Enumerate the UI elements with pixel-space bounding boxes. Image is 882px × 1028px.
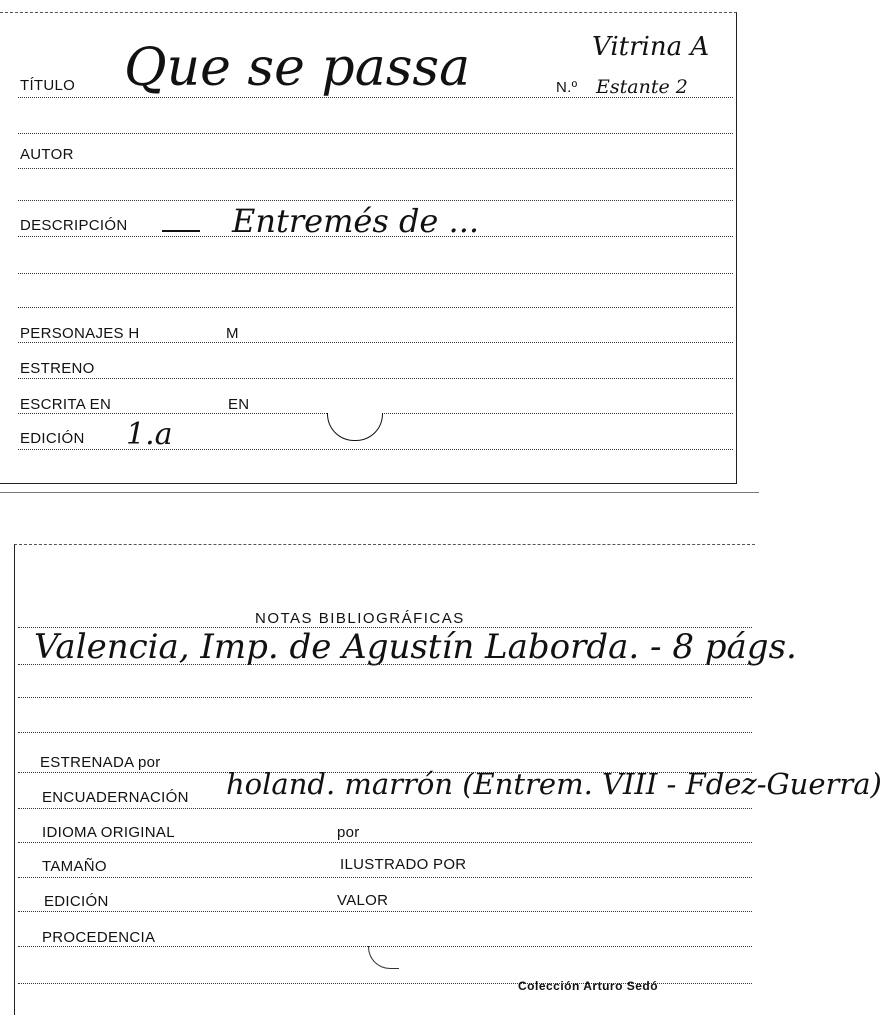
estante-value: Estante 2 [596, 76, 688, 98]
m-label: M [226, 325, 239, 342]
rule [18, 273, 733, 274]
edicion-label: EDICIÓN [20, 430, 85, 447]
rule [18, 307, 733, 308]
edicion-label-back: EDICIÓN [44, 893, 109, 910]
notas-title: NOTAS BIBLIOGRÁFICAS [255, 610, 465, 627]
encuadernacion-label: ENCUADERNACIÓN [42, 789, 189, 806]
cut-line [0, 492, 759, 493]
autor-label: AUTOR [20, 146, 74, 163]
rule [18, 627, 752, 628]
dash-mark [162, 230, 200, 232]
idioma-label: IDIOMA ORIGINAL [42, 824, 175, 841]
rule [18, 378, 733, 379]
ilustrado-label: ILUSTRADO POR [340, 856, 467, 873]
rule [18, 697, 752, 698]
personajes-label: PERSONAJES H [20, 325, 140, 342]
rule [18, 664, 752, 665]
rule [18, 877, 752, 878]
edicion-value: 1.a [126, 417, 173, 452]
valor-label: VALOR [337, 892, 389, 909]
tamano-label: TAMAÑO [42, 858, 107, 875]
rule [18, 133, 733, 134]
descripcion-value: Entremés de ... [232, 202, 480, 240]
en-label: EN [228, 396, 250, 413]
procedencia-label: PROCEDENCIA [42, 929, 156, 946]
titulo-value: Que se passa [124, 38, 471, 98]
vitrina-value: Vitrina A [592, 32, 710, 62]
rule [18, 200, 733, 201]
rule [18, 342, 733, 343]
rule [18, 842, 752, 843]
escrita-en-label: ESCRITA EN [20, 396, 112, 413]
encuadernacion-value: holand. marrón (Entrem. VIII - Fdez-Guerra) [226, 767, 882, 801]
notas-value: Valencia, Imp. de Agustín Laborda. - 8 págs. [34, 627, 797, 667]
collection-footer: Colección Arturo Sedó [518, 979, 659, 993]
por-label: por [337, 824, 360, 841]
titulo-label: TÍTULO [20, 77, 76, 94]
rule [18, 168, 733, 169]
descripcion-label: DESCRIPCIÓN [20, 217, 128, 234]
numero-label: N.º [556, 79, 578, 96]
rule [18, 911, 752, 912]
rule [18, 808, 752, 809]
estrenada-label: ESTRENADA por [40, 754, 161, 771]
rule [18, 732, 752, 733]
estreno-label: ESTRENO [20, 360, 95, 377]
